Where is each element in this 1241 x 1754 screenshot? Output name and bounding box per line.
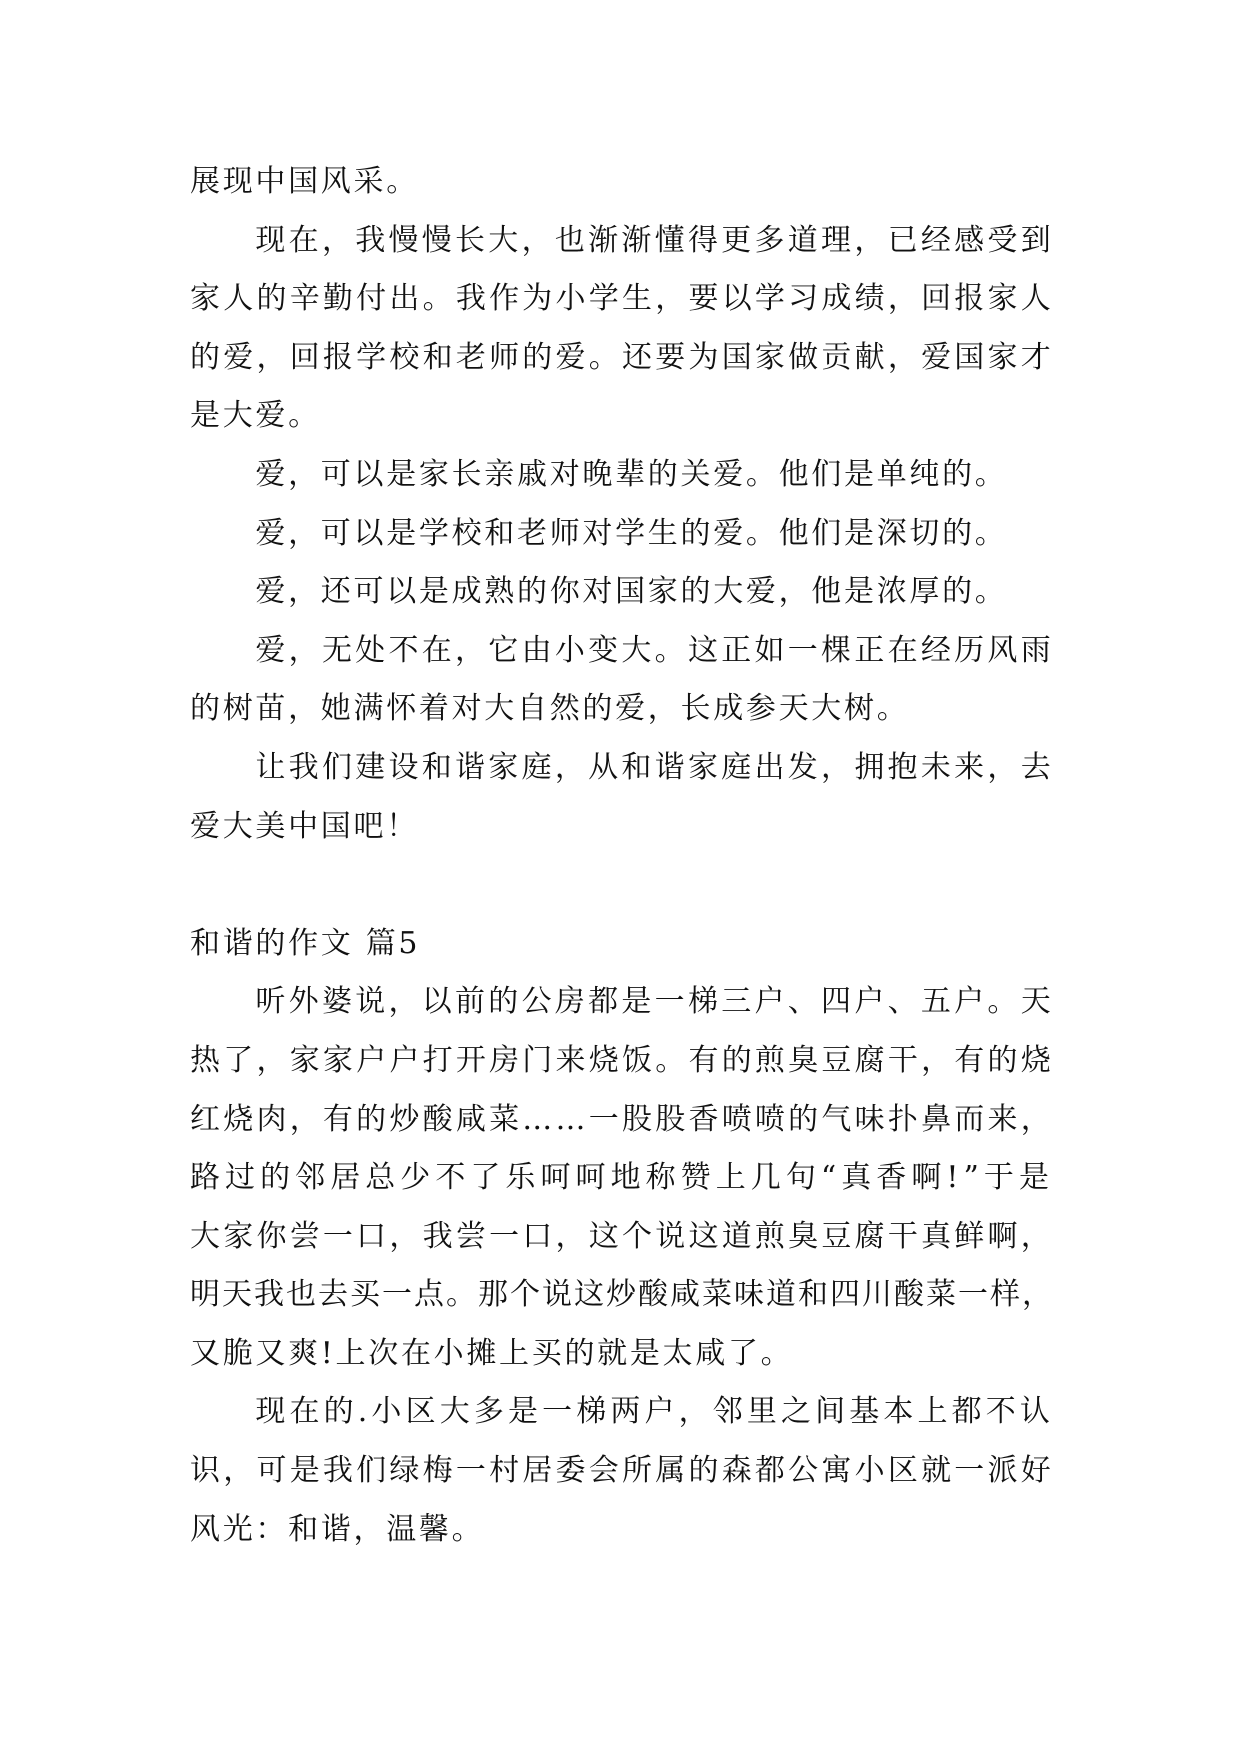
text-line: 的树苗，她满怀着对大自然的爱，长成参天大树。 (190, 691, 910, 727)
blank-line (190, 856, 1054, 915)
text-line: 红烧肉，有的炒酸咸菜……一股股香喷喷的气味扑鼻而来， (190, 1101, 1054, 1137)
paragraph (190, 739, 1054, 856)
paragraph (190, 973, 1054, 1383)
text-line: 热了，家家户户打开房门来烧饭。有的煎臭豆腐干，有的烧 (190, 1042, 1054, 1078)
paragraph (190, 505, 1054, 564)
text-line: 现在的.小区大多是一梯两户，邻里之间基本上都不认 (255, 1394, 1054, 1430)
text-line: 展现中国风采。 (190, 164, 419, 199)
text-line: 爱，可以是家长亲戚对晚辈的关爱。他们是单纯的。 (255, 456, 1008, 492)
text-line: 爱大美中国吧！ (190, 808, 419, 844)
paragraph (190, 622, 1054, 739)
text-line: 路过的邻居总少不了乐呵呵地称赞上几句“真香啊!”于是 (190, 1160, 1054, 1196)
paragraph (190, 212, 1054, 446)
text-line: 是大爱。 (190, 398, 321, 434)
paragraph (190, 446, 1054, 505)
text-line: 识，可是我们绿梅一村居委会所属的森都公寓小区就一派好 (190, 1453, 1054, 1489)
text-line: 家人的辛勤付出。我作为小学生，要以学习成绩，回报家人 (190, 281, 1054, 317)
text-line: 大家你尝一口，我尝一口，这个说这道煎臭豆腐干真鲜啊， (190, 1218, 1054, 1254)
paragraph (190, 1383, 1054, 1559)
text-line: 现在，我慢慢长大，也渐渐懂得更多道理，已经感受到 (255, 222, 1054, 258)
text-line: 爱，可以是学校和老师对学生的爱。他们是深切的。 (255, 515, 1008, 551)
essay-heading: 和谐的作文 篇5 (190, 925, 421, 961)
text-line: 爱，无处不在，它由小变大。这正如一棵正在经历风雨 (255, 632, 1054, 668)
text-line: 又脆又爽!上次在小摊上买的就是太咸了。 (190, 1335, 794, 1371)
text-line: 爱，还可以是成熟的你对国家的大爱，他是浓厚的。 (255, 574, 1008, 610)
text-line: 的爱，回报学校和老师的爱。还要为国家做贡献，爱国家才 (190, 339, 1054, 375)
text-line: 让我们建设和谐家庭，从和谐家庭出发，拥抱未来，去 (255, 749, 1054, 785)
text-line: 明天我也去买一点。那个说这炒酸咸菜味道和四川酸菜一样， (190, 1277, 1054, 1313)
document-body (190, 153, 1054, 1559)
text-line: 风光：和谐，温馨。 (190, 1511, 485, 1547)
paragraph (190, 153, 1054, 212)
paragraph (190, 563, 1054, 622)
text-line: 听外婆说，以前的公房都是一梯三户、四户、五户。天 (255, 984, 1054, 1020)
